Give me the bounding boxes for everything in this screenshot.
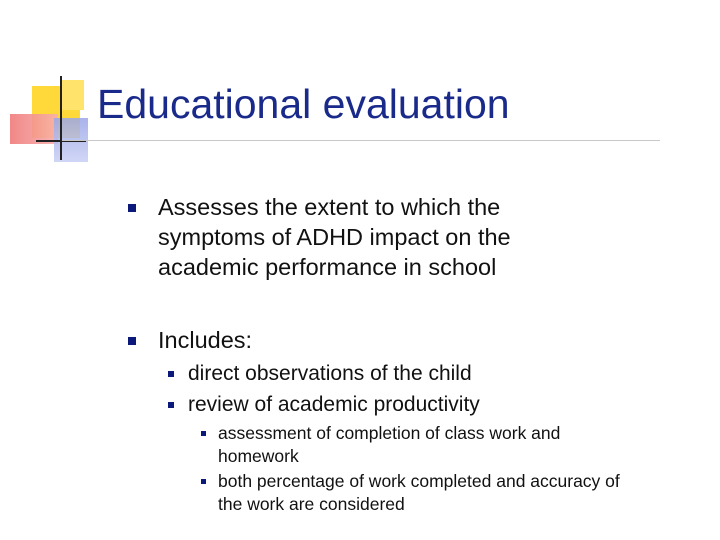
sub-sub-bullet-item-assessment [201, 422, 560, 468]
sub-sub-bullet-item-percentage [201, 470, 620, 516]
sub-sub-bullet-square-icon [201, 431, 206, 436]
bullet-item-includes [128, 325, 252, 355]
slide-title: Educational evaluation [97, 81, 510, 127]
bullet-text: Includes: [158, 327, 253, 353]
title-underline-rule [62, 140, 660, 141]
bullet-item-assesses [128, 192, 511, 282]
sub-bullet-item-observations [168, 360, 472, 388]
sub-bullet-item-productivity [168, 391, 480, 419]
sub-sub-bullet-text: assessment of completion of class work and homework [218, 423, 561, 466]
decorative-vertical-line [60, 76, 62, 160]
sub-sub-bullet-square-icon [201, 479, 206, 484]
sub-bullet-text: direct observations of the child [188, 362, 472, 385]
sub-sub-bullet-text: both percentage of work completed and accuracy of the work are considered [218, 471, 620, 514]
sub-bullet-text: review of academic productivity [188, 393, 480, 416]
bullet-square-icon [128, 204, 136, 212]
bullet-text: Assesses the extent to which the symptoms of ADHD impact on the academic performance in school [158, 194, 511, 280]
decorative-square-yellow-light [60, 80, 84, 110]
sub-bullet-square-icon [168, 371, 174, 377]
bullet-square-icon [128, 337, 136, 345]
sub-bullet-square-icon [168, 402, 174, 408]
